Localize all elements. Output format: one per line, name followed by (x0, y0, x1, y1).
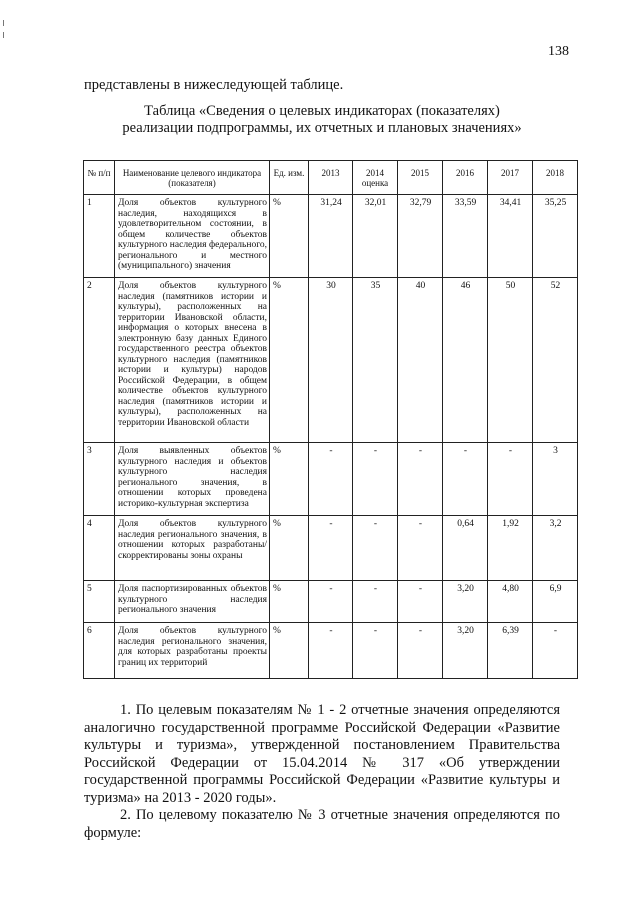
value-2014: 35 (353, 278, 398, 443)
table-row (84, 443, 578, 516)
table-header-row (84, 161, 578, 195)
value-2017: - (488, 443, 533, 516)
table-title-line: реализации подпрограммы, их отчетных и плановых значениях» (122, 120, 522, 136)
value-2017: 50 (488, 278, 533, 443)
row-number: 2 (84, 278, 115, 443)
value-2013: - (309, 443, 353, 516)
value-2017: 4,80 (488, 581, 533, 623)
value-2015: - (398, 623, 443, 679)
indicators-table (83, 160, 578, 679)
unit-cell: % (270, 278, 309, 443)
row-number: 5 (84, 581, 115, 623)
header-2016: 2016 (443, 161, 488, 195)
header-2015: 2015 (398, 161, 443, 195)
scan-mark (3, 32, 4, 38)
paragraph: 1. По целевым показателям № 1 - 2 отчетные значения определяются аналогично государственной программе Российской Федерации «Развитие культуры и туризма», утвержденной постановлением Правительства Российской Федерации от 15.04.2014 № 317 «Об утверждении государственной программы Российской Федерации «Развитие культуры и туризма» на 2013 - 2020 годы». (84, 702, 560, 806)
table-row (84, 623, 578, 679)
indicator-name: Доля выявленных объектов культурного наследия и объектов культурного наследия регионального значения, в отношении которых проведена историко-культурная экспертиза (115, 443, 270, 516)
header-num: № п/п (84, 161, 115, 195)
value-2013: 30 (309, 278, 353, 443)
table-row (84, 195, 578, 278)
value-2013: 31,24 (309, 195, 353, 278)
table-row (84, 516, 578, 581)
value-2015: - (398, 443, 443, 516)
header-2017: 2017 (488, 161, 533, 195)
value-2018: 3 (533, 443, 578, 516)
row-number: 1 (84, 195, 115, 278)
indicator-name: Доля объектов культурного наследия (памятников истории и культуры), расположенных на территории Ивановской области, информация о которых внесена в электронную базу данных Единого государственного реестра объектов культурного наследия (памятников истории и культуры) народов Российской Федерации, в общем количестве объектов культурного наследия (памятников истории и культуры), расположенных на территории Ивановской области (115, 278, 270, 443)
page-number: 138 (548, 44, 569, 59)
table-row (84, 581, 578, 623)
value-2016: 3,20 (443, 623, 488, 679)
table-title (84, 103, 560, 137)
table-title-line: Таблица «Сведения о целевых индикаторах (показателях) (144, 103, 500, 119)
value-2016: 46 (443, 278, 488, 443)
value-2015: - (398, 516, 443, 581)
paragraph: 2. По целевому показателю № 3 отчетные значения определяются по формуле: (84, 807, 560, 841)
header-2018: 2018 (533, 161, 578, 195)
value-2015: 32,79 (398, 195, 443, 278)
value-2014: 32,01 (353, 195, 398, 278)
value-2015: 40 (398, 278, 443, 443)
value-2014: - (353, 581, 398, 623)
value-2018: 6,9 (533, 581, 578, 623)
value-2015: - (398, 581, 443, 623)
value-2016: 33,59 (443, 195, 488, 278)
value-2013: - (309, 623, 353, 679)
table-row (84, 278, 578, 443)
value-2018: 35,25 (533, 195, 578, 278)
indicator-name: Доля объектов культурного наследия регионального значения, в отношении которых разработаны/скорректированы зоны охраны (115, 516, 270, 581)
value-2013: - (309, 581, 353, 623)
header-unit: Ед. изм. (270, 161, 309, 195)
value-2013: - (309, 516, 353, 581)
indicator-name: Доля объектов культурного наследия регионального значения, для которых разработаны проекты границ их территорий (115, 623, 270, 679)
value-2017: 1,92 (488, 516, 533, 581)
header-2014: 2014 оценка (353, 161, 398, 195)
row-number: 4 (84, 516, 115, 581)
unit-cell: % (270, 195, 309, 278)
unit-cell: % (270, 581, 309, 623)
value-2018: - (533, 623, 578, 679)
value-2014: - (353, 516, 398, 581)
unit-cell: % (270, 516, 309, 581)
value-2017: 6,39 (488, 623, 533, 679)
indicator-name: Доля объектов культурного наследия, находящихся в удовлетворительном состоянии, в общем количестве объектов культурного наследия федерального, регионального и местного (муниципального) значения (115, 195, 270, 278)
value-2014: - (353, 443, 398, 516)
value-2018: 52 (533, 278, 578, 443)
intro-line: представлены в нижеследующей таблице. (84, 77, 344, 93)
header-2013: 2013 (309, 161, 353, 195)
row-number: 3 (84, 443, 115, 516)
value-2018: 3,2 (533, 516, 578, 581)
value-2014: - (353, 623, 398, 679)
scan-mark (3, 20, 4, 26)
unit-cell: % (270, 623, 309, 679)
value-2016: - (443, 443, 488, 516)
value-2016: 0,64 (443, 516, 488, 581)
unit-cell: % (270, 443, 309, 516)
value-2016: 3,20 (443, 581, 488, 623)
value-2017: 34,41 (488, 195, 533, 278)
header-name: Наименование целевого индикатора (показателя) (115, 161, 270, 195)
explanatory-notes (84, 702, 560, 842)
indicator-name: Доля паспортизированных объектов культурного наследия регионального значения (115, 581, 270, 623)
row-number: 6 (84, 623, 115, 679)
